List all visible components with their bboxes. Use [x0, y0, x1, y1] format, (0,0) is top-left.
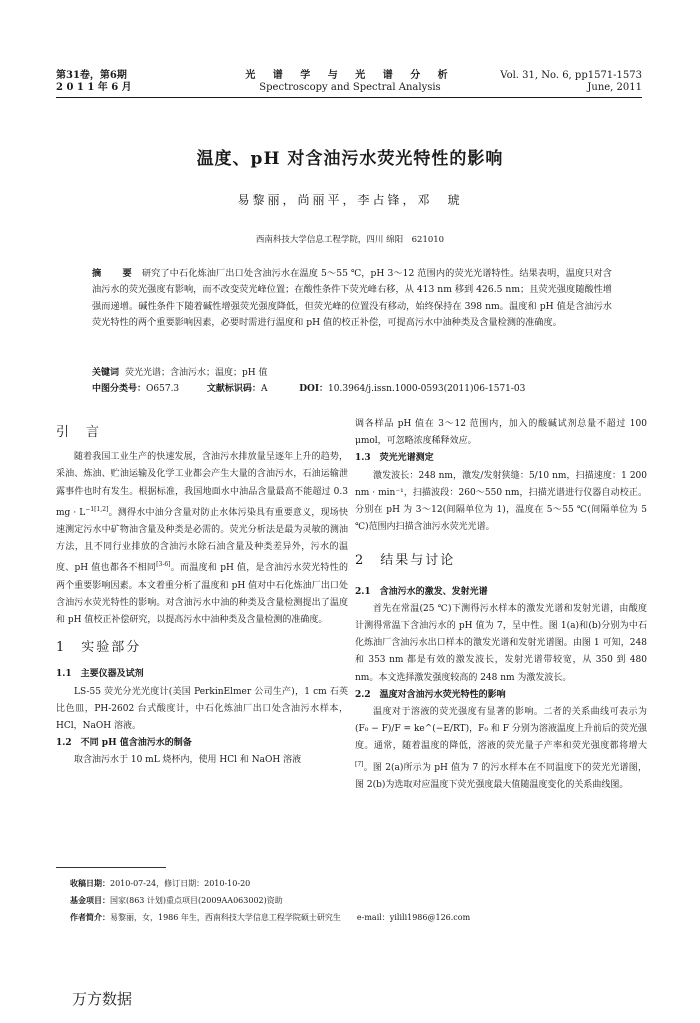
footnote-fund: [70, 894, 630, 907]
journal-title-cn: 光 谱 学 与 光 谱 分 析: [245, 70, 455, 81]
section-1-2-heading: 1.2 不同 pH 值含油污水的制备: [56, 738, 192, 749]
dates-label: 收稿日期：: [70, 878, 110, 888]
header-rule: [56, 97, 642, 98]
intro-cite-2: [3-6]: [156, 561, 171, 569]
section-2-1-heading: 2.1 含油污水的激发、发射光谱: [355, 586, 488, 597]
paper-affiliation: 西南科技大学信息工程学院，四川 绵阳 621010: [255, 235, 445, 245]
doi-value: 10.3964/j.issn.1000-0593(2011)06-1571-03: [328, 384, 526, 394]
footnote-dates: [70, 877, 630, 890]
clc-value: O657.3: [146, 384, 180, 394]
section-2-2-text-2: 。图 2(a)所示为 pH 值为 7 的污水样本在不同温度下的荧光光谱图，图 2(b)为选取对应温度下荧光强度最大值随温度变化的关系曲线图。: [355, 762, 647, 790]
section-2-2-paragraph: [355, 704, 647, 794]
journal-title-en: Spectroscopy and Spectral Analysis: [259, 82, 441, 93]
paper-authors: 易黎丽，尚丽平，李占锋，邓 琥: [237, 193, 463, 207]
section-1-heading: 1 实验部分: [56, 640, 142, 656]
abstract-label: 摘 要: [92, 268, 138, 279]
section-1-1-text: LS-55 荧光分光光度计(美国 PerkinElmer 公司生产)，1 cm 石英比色皿，PH-2602 台式酸度计，中石化炼油厂出口处含油污水样本，HCl，NaOH 溶液。: [56, 686, 348, 732]
volume-en: Vol. 31, No. 6, pp1571-1573: [500, 70, 642, 81]
abstract: [92, 266, 612, 331]
section-1-3-text: 激发波长：248 nm，激发/发射狭缝：5/10 nm，扫描速度：1 200 nm · min⁻¹，扫描波段：260～550 nm，扫描光谱进行仪器自动校正。分别在 pH 为 3～12(间隔单位为 1)，温度在 5～55 ℃(间隔单位为 5 ℃)范围内扫描含油污水荧光光谱。: [355, 470, 647, 533]
section-1-2-text: 取含油污水于 10 mL 烧杯内，使用 HCl 和 NaOH 溶液: [74, 755, 302, 766]
section-2-1-text: 首先在常温(25 ℃)下测得污水样本的激发光谱和发射光谱，由酸度计测得常温下含油污水的 pH 值为 7，呈中性。图 1(a)和(b)分别为中石化炼油厂含油污水出口样本的激发光谱和发射光谱图。由图 1 可知，248 和 353 nm 都是有效的激发波长，发射光谱带较宽，从 350 到 480 nm。本文选择激发强度较高的 248 nm 为激发波长。: [355, 603, 647, 683]
intro-cite-1: −1[1,2]: [85, 505, 109, 513]
section-2-2-cite: [7]: [355, 760, 364, 768]
left-column: [56, 410, 348, 770]
volume-cn: 第31卷，第6期: [56, 70, 127, 81]
date-cn: 2 0 1 1 年 6 月: [56, 82, 132, 93]
section-2-2-text: 温度对于溶液的荧光强度有显著的影响。二者的关系曲线可表示为 (F₀ − F)/F = ke^(−E/RT)，F₀ 和 F 分别为溶液温度上升前后的荧光强度。通常，随着温度的降低，溶液的荧光量子产率和荧光强度都将增大: [355, 707, 647, 752]
doc-code-label: 文献标识码：: [206, 384, 261, 394]
clc-label: 中图分类号：: [92, 384, 147, 394]
fund-label: 基金项目：: [70, 895, 110, 905]
author-bio-value: 易黎丽，女，1986 年生，西南科技大学信息工程学院硕士研究生 e-mail：yilili1986@126.com: [110, 913, 471, 922]
header-volume-en: [500, 70, 642, 94]
keywords-text: 荧光光谱；含油污水；温度；pH 值: [125, 368, 268, 378]
dates-value: 2010-07-24，修订日期：2010-10-20: [110, 879, 251, 888]
section-2-2-heading: 2.2 温度对含油污水荧光特性的影响: [355, 689, 506, 700]
watermark: 万方数据: [72, 990, 133, 1008]
abstract-text: 研究了中石化炼油厂出口处含油污水在温度 5～55 ℃，pH 3～12 范围内的荧光光谱特性。结果表明，温度只对含油污水的荧光强度有影响，而不改变荧光峰位置；在酸性条件下荧光峰右移，从 413 nm 移到 426.5 nm；且荧光强度随酸性增强而递增。碱性条件下随着碱性增强荧光强度降低，但荧光峰的位置没有移动，始终保持在 398 nm。温度和 pH 值是含油污水荧光特性的两个重要影响因素，必要时需进行温度和 pH 值的校正补偿，可提高污水中油种类及含量检测的准确度。: [92, 268, 612, 328]
intro-paragraph: [56, 449, 348, 629]
paper-title: 温度、pH 对含油污水荧光特性的影响: [196, 149, 504, 169]
intro-text-2: 。测得水中油分含量对防止水体污染具有重要意义，现场快速测定污水中矿物油含量及种类是必需的。荧光分析法是最为灵敏的测油方法，且不同行业排放的含油污水除石油含量及种类差异外，污水的温度、pH 值也都各不相同: [56, 507, 348, 574]
keywords: [92, 366, 622, 381]
classification-line: [92, 382, 622, 397]
intro-text-1: 随着我国工业生产的快速发展，含油污水排放量呈逐年上升的趋势，采油、炼油、贮油运输及化学工业都会产生大量的含油污水，石油运输泄露事件也时有发生。根据标准，我国地面水中油品含量最高不能超过 0.3 mg · L: [56, 452, 348, 518]
intro-text-3: 。而温度和 pH 值，是含油污水荧光特性的两个重要影响因素。本文着重分析了温度和 pH 值对中石化炼油厂出口处含油污水荧光特性的影响。对含油污水中油的种类及含量检测提出了温度和 pH 值校正补偿研究，以提高污水中油种类及含量检测的准确度。: [56, 563, 348, 626]
section-1-3-heading: 1.3 荧光光谱测定: [355, 453, 434, 464]
section-1-1-heading: 1.1 主要仪器及试剂: [56, 669, 144, 680]
doi-label: DOI：: [299, 384, 329, 394]
doc-code-value: A: [260, 384, 268, 394]
date-en: June, 2011: [587, 82, 642, 93]
section-2-heading: 2 结果与讨论: [355, 553, 456, 569]
right-column: [355, 416, 647, 794]
keywords-label: 关键词: [92, 368, 120, 378]
author-bio-label: 作者简介：: [70, 912, 110, 922]
continued-text: 调各样品 pH 值在 3～12 范围内，加入的酸碱试剂总量不超过 100 μmol，可忽略浓度稀释效应。: [355, 419, 647, 447]
footnote-rule: [56, 867, 166, 868]
intro-heading: 引 言: [56, 425, 102, 440]
fund-value: 国家(863 计划)重点项目(2009AA063002)资助: [110, 896, 283, 905]
footnote-author: [70, 911, 630, 924]
